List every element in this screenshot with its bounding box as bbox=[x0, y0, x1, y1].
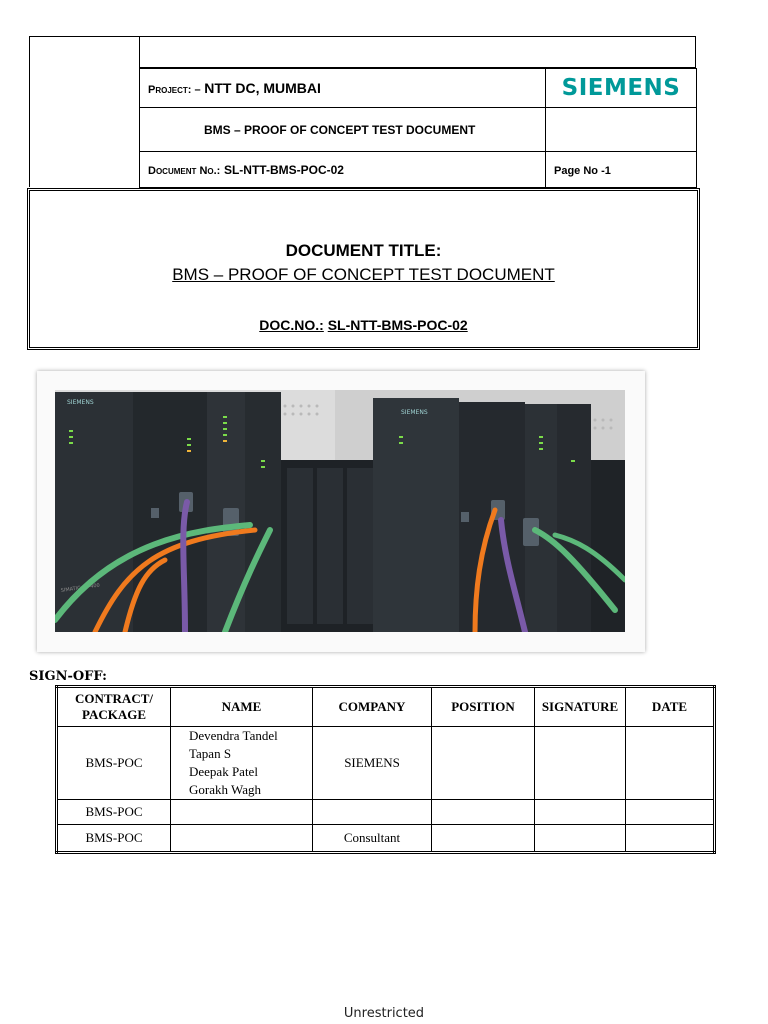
col-header-company: COMPANY bbox=[313, 687, 432, 727]
package-cell: BMS-POC bbox=[57, 825, 171, 853]
col-header-name: NAME bbox=[171, 687, 313, 727]
doc-no-cell bbox=[140, 152, 546, 188]
classification-footer: Unrestricted bbox=[343, 1006, 425, 1021]
names-cell bbox=[171, 727, 313, 800]
doc-no-label: Document No.: bbox=[148, 165, 221, 177]
package-cell: BMS-POC bbox=[57, 800, 171, 825]
signature-cell bbox=[535, 800, 626, 825]
siemens-logo: SIEMENS bbox=[561, 75, 681, 101]
signoff-table bbox=[55, 685, 716, 854]
col-header-signature: SIGNATURE bbox=[535, 687, 626, 727]
date-cell bbox=[626, 800, 715, 825]
company-cell: Consultant bbox=[313, 825, 432, 853]
company-cell bbox=[313, 800, 432, 825]
name-entry: Tapan S bbox=[189, 746, 232, 761]
name-entry: Gorakh Wagh bbox=[189, 782, 262, 797]
col-header-package: CONTRACT/ PACKAGE bbox=[57, 687, 171, 727]
signoff-header-row bbox=[57, 687, 715, 727]
position-cell bbox=[432, 800, 535, 825]
date-cell bbox=[626, 825, 715, 853]
title-doc-no-value: SL-NTT-BMS-POC-02 bbox=[327, 317, 468, 333]
empty-cell bbox=[546, 108, 697, 152]
title-box bbox=[27, 188, 700, 350]
page-no: Page No -1 bbox=[554, 165, 611, 177]
page-no-cell bbox=[546, 152, 697, 188]
rack-brand-label-2: SIEMENS bbox=[401, 409, 428, 416]
signature-cell bbox=[535, 727, 626, 800]
doc-heading-cell bbox=[140, 108, 546, 152]
position-cell bbox=[432, 727, 535, 800]
project-label: Project: – bbox=[148, 84, 201, 96]
document-title-value: BMS – PROOF OF CONCEPT TEST DOCUMENT bbox=[172, 265, 555, 284]
doc-no-value: SL-NTT-BMS-POC-02 bbox=[223, 163, 344, 177]
header-top-cell bbox=[139, 36, 696, 68]
col-header-position: POSITION bbox=[432, 687, 535, 727]
logo-cell bbox=[546, 69, 697, 108]
title-doc-no-label: DOC.NO.: bbox=[259, 317, 324, 333]
plc-rack-image bbox=[55, 390, 625, 632]
project-name: NTT DC, MUMBAI bbox=[204, 80, 321, 96]
document-title-label: DOCUMENT TITLE: bbox=[285, 241, 442, 260]
table-row bbox=[57, 825, 715, 853]
project-cell bbox=[140, 69, 546, 108]
company-cell: SIEMENS bbox=[313, 727, 432, 800]
date-cell bbox=[626, 727, 715, 800]
name-entry: Deepak Patel bbox=[189, 764, 258, 779]
header-table bbox=[139, 68, 697, 188]
signature-cell bbox=[535, 825, 626, 853]
names-cell bbox=[171, 825, 313, 853]
package-cell: BMS-POC bbox=[57, 727, 171, 800]
header-left-cell bbox=[29, 36, 139, 187]
names-cell bbox=[171, 800, 313, 825]
col-header-date: DATE bbox=[626, 687, 715, 727]
table-row bbox=[57, 800, 715, 825]
doc-heading: BMS – PROOF OF CONCEPT TEST DOCUMENT bbox=[204, 123, 476, 137]
table-row bbox=[57, 727, 715, 800]
position-cell bbox=[432, 825, 535, 853]
rack-model-label: SIMATIC S7-400 bbox=[60, 582, 101, 594]
title-doc-no bbox=[30, 317, 697, 333]
rack-brand-label: SIEMENS bbox=[67, 399, 94, 406]
signoff-label: SIGN-OFF: bbox=[29, 669, 107, 684]
name-entry: Devendra Tandel bbox=[189, 728, 278, 743]
plc-photo bbox=[37, 371, 645, 652]
